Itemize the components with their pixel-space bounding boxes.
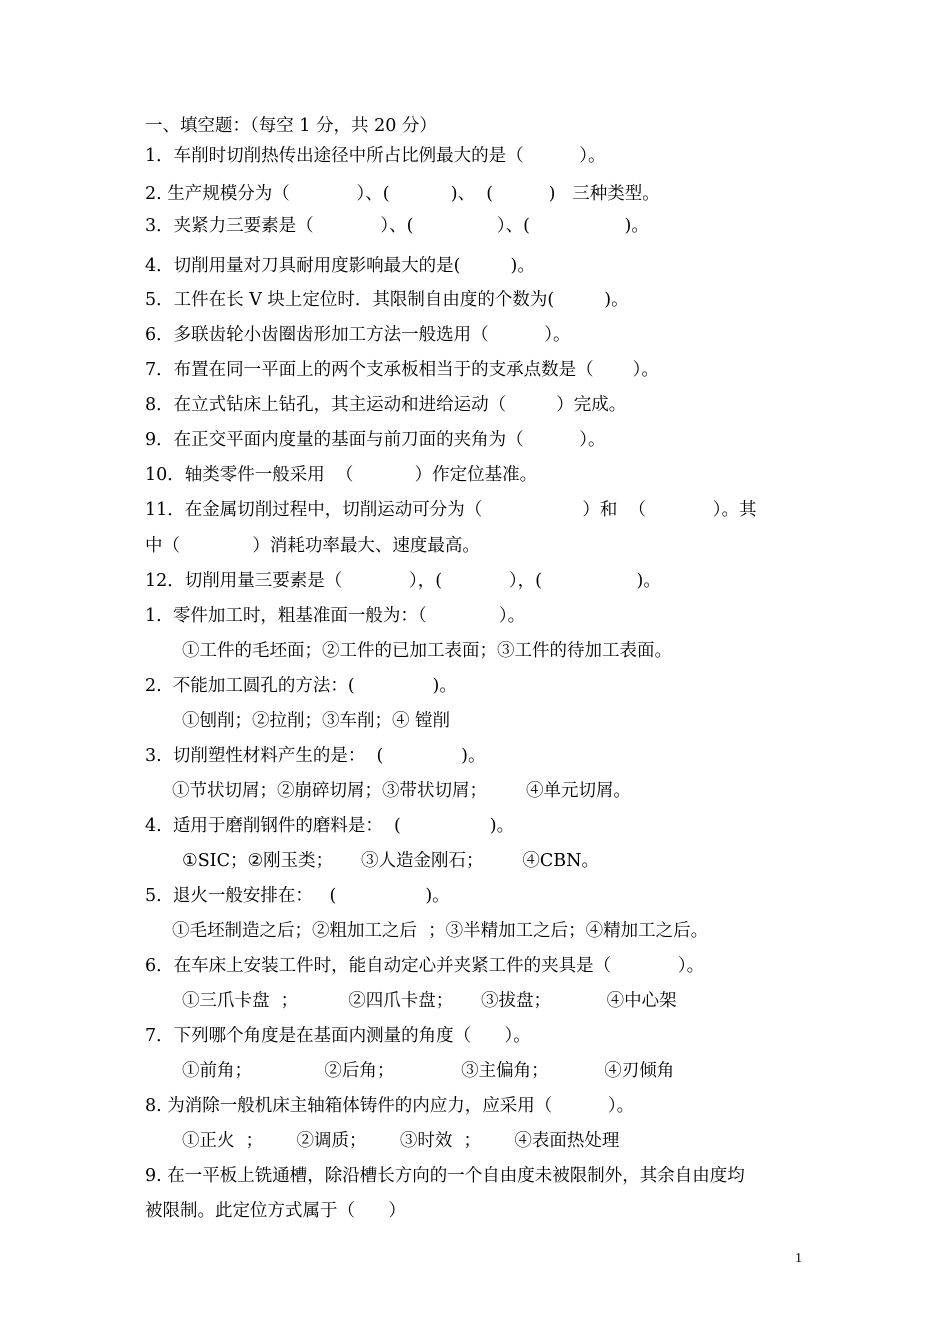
options-line: ①SIC；②刚玉类； ③人造金刚石； ④CBN。 bbox=[182, 851, 599, 871]
question-line: 9．在正交平面内度量的基面与前刀面的夹角为（ ）。 bbox=[145, 430, 606, 450]
question-line: 3．夹紧力三要素是（ ）、( ）、( )。 bbox=[145, 216, 649, 236]
options-line: ①正火 ； ②调质； ③时效 ； ④表面热处理 bbox=[182, 1131, 620, 1151]
question-line: 2. 生产规模分为（ ）、( )、 ( ) 三种类型。 bbox=[145, 184, 660, 204]
options-line: ①工件的毛坯面；②工件的已加工表面；③工件的待加工表面。 bbox=[182, 641, 672, 661]
question-line: 1．车削时切削热传出途径中所占比例最大的是（ ）。 bbox=[145, 146, 606, 166]
question-line: 3. 切削塑性材料产生的是： ( )。 bbox=[145, 746, 486, 766]
options-line: ①刨削；②拉削；③车削；④ 镗削 bbox=[182, 711, 451, 731]
question-line: 11．在金属切削过程中，切削运动可分为（ ）和 （ ）。其 bbox=[145, 500, 757, 520]
question-line: 2. 不能加工圆孔的方法：( )。 bbox=[145, 676, 457, 696]
question-line: 被限制。此定位方式属于（ ） bbox=[145, 1201, 406, 1221]
question-line: 5. 退火一般安排在： ( )。 bbox=[145, 886, 450, 906]
question-line: 8. 为消除一般机床主轴箱体铸件的内应力，应采用（ ）。 bbox=[145, 1096, 635, 1116]
question-line: 9. 在一平板上铣通槽，除沿槽长方向的一个自由度未被限制外，其余自由度均 bbox=[145, 1166, 745, 1186]
options-line: ①节状切屑；②崩碎切屑；③带状切屑； ④单元切屑。 bbox=[172, 781, 631, 801]
question-line: 7．布置在同一平面上的两个支承板相当于的支承点数是（ ）。 bbox=[145, 360, 659, 380]
options-line: ①前角； ②后角； ③主偏角； ④刃倾角 bbox=[182, 1061, 675, 1081]
options-line: ①三爪卡盘 ； ②四爪卡盘； ③拔盘； ④中心架 bbox=[182, 991, 677, 1011]
question-line: 中（ ）消耗功率最大、速度最高。 bbox=[145, 536, 480, 556]
question-line: 6．在车床上安装工件时，能自动定心并夹紧工件的夹具是（ ）。 bbox=[145, 956, 705, 976]
options-line: ①毛坯制造之后；②粗加工之后 ；③半精加工之后；④精加工之后。 bbox=[172, 921, 709, 941]
question-line: 8．在立式钻床上钻孔，其主运动和进给运动（ ）完成。 bbox=[145, 395, 627, 415]
question-line: 1. 零件加工时，粗基准面一般为：（ ）。 bbox=[145, 606, 526, 626]
question-line: 10．轴类零件一般采用 （ ）作定位基准。 bbox=[145, 465, 538, 485]
section-heading: 一、填空题：（每空 1 分，共 20 分） bbox=[145, 116, 437, 136]
question-line: 4．切削用量对刀具耐用度影响最大的是( )。 bbox=[145, 256, 535, 276]
question-line: 6．多联齿轮小齿圈齿形加工方法一般选用（ ）。 bbox=[145, 325, 571, 345]
question-line: 4. 适用于磨削钢件的磨料是： ( )。 bbox=[145, 816, 515, 836]
page-number: 1 bbox=[795, 1251, 802, 1266]
question-line: 5．工件在长 V 块上定位时．其限制自由度的个数为( )。 bbox=[145, 290, 629, 310]
question-line: 7．下列哪个角度是在基面内测量的角度（ ）。 bbox=[145, 1026, 531, 1046]
question-line: 12．切削用量三要素是（ ），( ），( )。 bbox=[145, 571, 661, 591]
